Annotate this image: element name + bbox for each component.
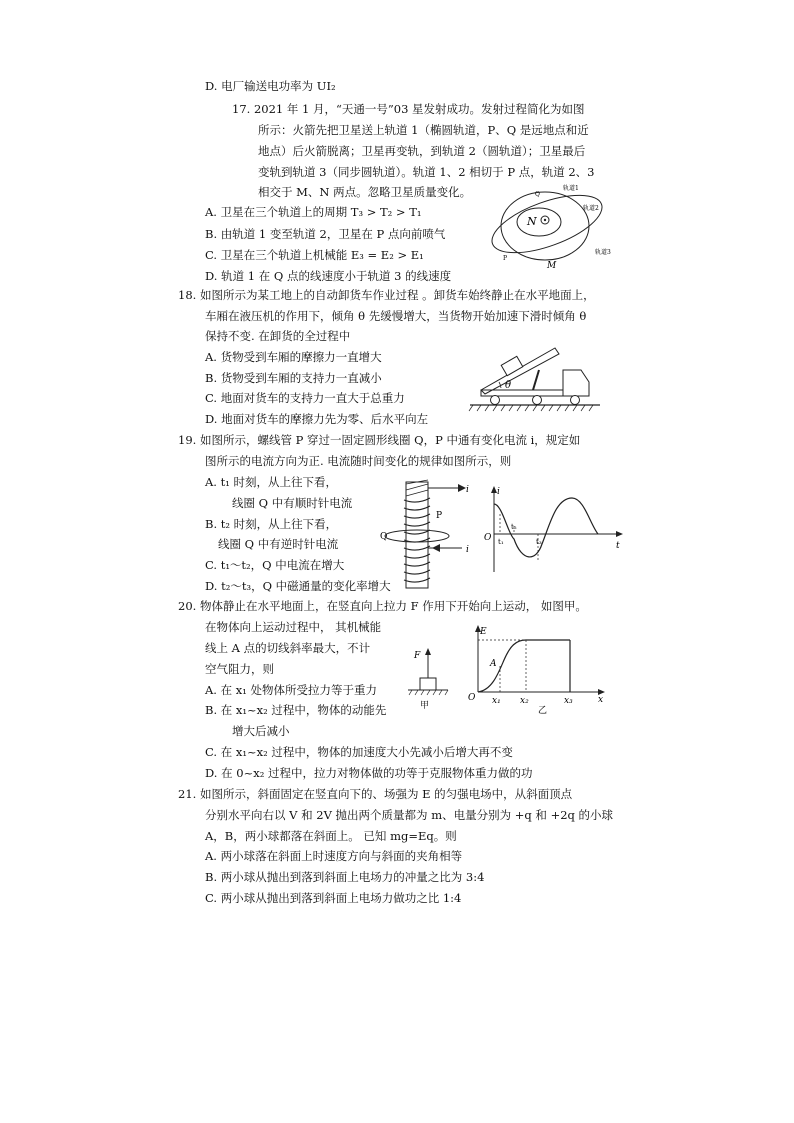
label-point-a: A [490, 659, 497, 669]
q21-stem-line-2: 分别水平向右以 V 和 2V 抛出两个质量都为 m、电量分别为 +q 和 +2q 的小球 [205, 808, 614, 822]
label-orbit-3: 轨道3 [595, 249, 611, 256]
q17-stem-line-2: 所示：火箭先把卫星送上轨道 1（椭圆轨道，P、Q 是远地点和近 [258, 123, 589, 137]
label-t1: t₁ [498, 538, 504, 546]
q20-option-b-line-1: B. 在 x₁~x₂ 过程中，物体的动能先 [205, 703, 387, 717]
q20-option-b-line-2: 增大后减小 [232, 724, 290, 738]
q20-option-d: D. 在 0~x₂ 过程中，拉力对物体做的功等于克服物体重力做的功 [205, 766, 533, 780]
energy-position-graph [464, 622, 610, 714]
q18-option-a: A. 货物受到车厢的摩擦力一直增大 [205, 350, 382, 364]
q17-stem-line-4: 变轨到轨道 3（同步圆轨道）。轨道 1、2 相切于 P 点，轨道 2、3 [258, 165, 595, 179]
label-axis-e: E [480, 627, 487, 637]
current-time-graph [480, 484, 626, 574]
q17-option-c: C. 卫星在三个轨道上机械能 E₃ = E₂ > E₁ [205, 248, 424, 262]
q20-stem-line-4: 空气阻力，则 [205, 662, 274, 676]
label-f: F [414, 651, 421, 661]
q21-option-a: A. 两小球落在斜面上时速度方向与斜面的夹角相等 [205, 849, 463, 863]
label-i-bottom: i [466, 545, 469, 555]
q21-option-c: C. 两小球从抛出到落到斜面上电场力做功之比 1:4 [205, 891, 462, 905]
q20-option-a: A. 在 x₁ 处物体所受拉力等于重力 [205, 683, 378, 697]
label-p: P [436, 511, 443, 521]
orbit-figure [485, 180, 615, 272]
label-orbit-1: 轨道1 [563, 185, 579, 192]
label-m: M [547, 261, 557, 271]
label-t3: t₃ [536, 538, 542, 546]
q17-option-d: D. 轨道 1 在 Q 点的线速度小于轨道 3 的线速度 [205, 269, 452, 283]
q19-option-b-line-1: B. t₂ 时刻，从上往下看， [205, 517, 338, 531]
q17-stem-line-5: 相交于 M、N 两点。忽略卫星质量变化。 [258, 185, 472, 199]
q18-option-c: C. 地面对货车的支持力一直大于总重力 [205, 391, 405, 405]
q17-stem-line-1: 17. 2021 年 1 月，“天通一号”03 星发射成功。发射过程简化为如图 [232, 102, 585, 116]
q18-stem-line-3: 保持不变. 在卸货的全过程中 [205, 329, 351, 343]
label-axis-x: x [598, 695, 604, 705]
q19-option-c: C. t₁～t₂，Q 中电流在增大 [205, 558, 345, 572]
q17-stem-line-3: 地点）后火箭脱离；卫星再变轨，到轨道 2（圆轨道）；卫星最后 [258, 144, 586, 158]
label-yi: 乙 [538, 706, 548, 714]
q19-option-d: D. t₂～t₃，Q 中磁通量的变化率增大 [205, 579, 391, 593]
dump-truck-figure [465, 330, 605, 414]
q20-option-c: C. 在 x₁~x₂ 过程中，物体的加速度大小先减小后增大再不变 [205, 745, 513, 759]
q21-stem-line-3: A，B，两小球都落在斜面上。 已知 mg=Eq。则 [205, 829, 457, 843]
label-i-top: i [466, 485, 469, 495]
q21-option-b: B. 两小球从抛出到落到斜面上电场力的冲量之比为 3:4 [205, 870, 485, 884]
q20-stem-line-3: 线上 A 点的切线斜率最大，不计 [205, 641, 371, 655]
q17-option-a: A. 卫星在三个轨道上的周期 T₃ > T₂ > T₁ [205, 205, 422, 219]
q19-option-a-line-1: A. t₁ 时刻，从上往下看， [205, 475, 338, 489]
solenoid-figure [380, 478, 480, 594]
q16-option-d: D. 电厂输送电功率为 UI₂ [205, 79, 336, 93]
label-origin: O [468, 693, 476, 703]
q18-stem-line-2: 车厢在液压机的作用下，倾角 θ 先缓慢增大，当货物开始加速下滑时倾角 θ [205, 309, 587, 323]
q20-stem-line-1: 20. 物体静止在水平地面上，在竖直向上拉力 F 作用下开始向上运动， 如图甲。 [178, 599, 587, 613]
label-n: N [527, 215, 537, 228]
q19-stem-line-2: 图所示的电流方向为正. 电流随时间变化的规律如图所示，则 [205, 454, 512, 468]
label-p: P [503, 255, 508, 262]
q21-stem-line-1: 21. 如图所示，斜面固定在竖直向下的、场强为 E 的匀强电场中，从斜面顶点 [178, 787, 573, 801]
q18-option-d: D. 地面对货车的摩擦力先为零、后水平向左 [205, 412, 429, 426]
q18-stem-line-1: 18. 如图所示为某工地上的自动卸货车作业过程 。卸货车始终静止在水平地面上， [178, 288, 595, 302]
label-t2: t₂ [511, 523, 517, 531]
label-axis-i: i [497, 487, 500, 497]
label-x3: x₃ [564, 696, 573, 706]
q20-stem-line-2: 在物体向上运动过程中， 其机械能 [205, 620, 382, 634]
label-jia: 甲 [420, 701, 430, 711]
label-theta: θ [505, 380, 512, 391]
q19-option-a-line-2: 线圈 Q 中有顺时针电流 [232, 496, 353, 510]
block-force-figure [406, 644, 450, 712]
label-orbit-2: 轨道2 [583, 205, 599, 212]
q18-option-b: B. 货物受到车厢的支持力一直减小 [205, 371, 382, 385]
label-q: Q [535, 191, 540, 198]
q17-option-b: B. 由轨道 1 变至轨道 2，卫星在 P 点向前喷气 [205, 227, 446, 241]
q19-stem-line-1: 19. 如图所示，螺线管 P 穿过一固定圆形线圈 Q，P 中通有变化电流 i，规定如 [178, 433, 581, 447]
label-x1: x₁ [492, 696, 501, 706]
q19-option-b-line-2: 线圈 Q 中有逆时针电流 [218, 537, 339, 551]
label-axis-t: t [616, 541, 620, 551]
label-x2: x₂ [520, 696, 529, 706]
label-origin: O [484, 533, 492, 543]
label-q: Q [380, 532, 388, 542]
